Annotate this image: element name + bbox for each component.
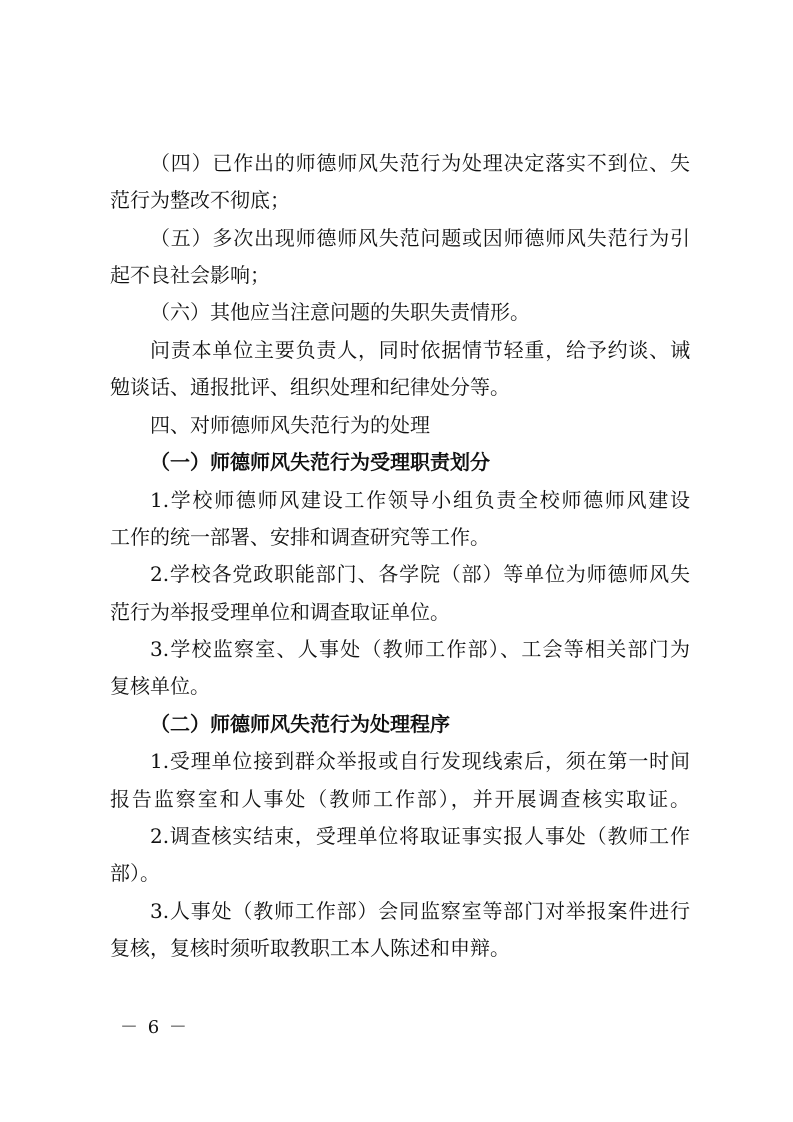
- section-heading: 四、对师德师风失范行为的处理: [150, 413, 430, 437]
- page-number: － 6 －: [120, 1017, 189, 1038]
- paragraph-line: 2.学校各党政职能部门、各学院（部）等单位为师德师风失: [150, 562, 690, 586]
- paragraph-line: 工作的统一部署、安排和调查研究等工作。: [110, 525, 490, 549]
- paragraph-line: 范行为整改不彻底；: [110, 188, 290, 212]
- paragraph-line: 报告监察室和人事处（教师工作部），并开展调查核实取证。: [110, 787, 690, 811]
- paragraph-line: 勉谈话、通报批评、组织处理和纪律处分等。: [110, 375, 510, 399]
- paragraph-line: 起不良社会影响；: [110, 263, 270, 287]
- paragraph-line: 1.受理单位接到群众举报或自行发现线索后，须在第一时间: [150, 749, 690, 773]
- paragraph-line: 3.学校监察室、人事处（教师工作部）、工会等相关部门为: [150, 637, 690, 661]
- paragraph-line: 2.调查核实结束，受理单位将取证事实报人事处（教师工作: [150, 824, 690, 848]
- paragraph-line: 1.学校师德师风建设工作领导小组负责全校师德师风建设: [150, 488, 690, 512]
- paragraph-line: （五）多次出现师德师风失范问题或因师德师风失范行为引: [150, 226, 690, 250]
- paragraph-line: 问责本单位主要负责人，同时依据情节轻重，给予约谈、诫: [150, 338, 690, 362]
- paragraph-line: 部）。: [110, 861, 160, 885]
- paragraph-line: 3.人事处（教师工作部）会同监察室等部门对举报案件进行: [150, 899, 690, 923]
- subsection-heading: （二）师德师风失范行为处理程序: [150, 712, 450, 736]
- paragraph-line: 复核，复核时须听取教职工本人陈述和申辩。: [110, 936, 510, 960]
- subsection-heading: （一）师德师风失范行为受理职责划分: [150, 450, 490, 474]
- paragraph-line: （四）已作出的师德师风失范行为处理决定落实不到位、失: [150, 151, 690, 175]
- paragraph-line: 范行为举报受理单位和调查取证单位。: [110, 600, 450, 624]
- paragraph-line: （六）其他应当注意问题的失职失责情形。: [150, 300, 530, 324]
- paragraph-line: 复核单位。: [110, 674, 210, 698]
